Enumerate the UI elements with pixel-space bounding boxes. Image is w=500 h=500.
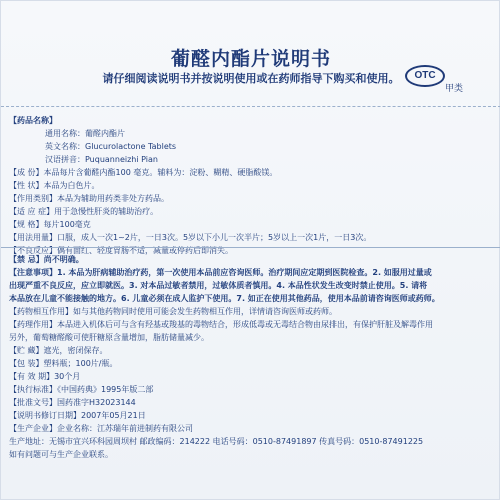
common-name: 通用名称：葡醛内酯片 bbox=[45, 129, 125, 138]
pharmacology-line-2: 另外，葡萄糖醛酸可使肝糖原含量增加，脂肪储量减少。 bbox=[9, 333, 209, 342]
appearance: 【性 状】本品为白色片。 bbox=[9, 181, 100, 190]
divider-middle bbox=[1, 247, 500, 248]
indications: 【适 应 症】用于急慢性肝炎的辅助治疗。 bbox=[9, 207, 159, 216]
top-section bbox=[9, 114, 493, 257]
document-title: 葡醛内酯片说明书 bbox=[170, 48, 331, 70]
precautions-line-2: 出现严重不良反应，应立即就医。3. 对本品过敏者禁用，过敏体质者慎用。4. 本品性状发生改变时禁止使用。5. 请将 bbox=[9, 281, 428, 290]
contraindications: 【禁 忌】尚不明确。 bbox=[9, 255, 84, 264]
precautions-line-3: 本品放在儿童不能接触的地方。6. 儿童必须在成人监护下使用。7. 如正在使用其他药品，使用本品前请咨询医师或药师。 bbox=[9, 294, 440, 303]
validity: 【有 效 期】30个月 bbox=[9, 372, 81, 381]
otc-class-label: 甲类 bbox=[445, 84, 464, 94]
manufacturer-address: 生产地址：无锡市宜兴环科园周坝村 邮政编码：214222 电话号码：0510-87491897 传真号码：0510-87491225 bbox=[9, 437, 424, 446]
document-subtitle: 请仔细阅读说明书并按说明使用或在药师指导下购买和使用。 bbox=[102, 72, 400, 85]
precautions-line-1: 【注意事项】1. 本品为肝病辅助治疗药，第一次使用本品前应咨询医师。治疗期间应定期到医院检查。2. 如服用过量或 bbox=[9, 268, 432, 277]
drug-interactions: 【药物相互作用】如与其他药物同时使用可能会发生药物相互作用，详情请咨询医师或药师。 bbox=[9, 307, 337, 316]
english-name: 英文名称：Glucurolactone Tablets bbox=[45, 142, 177, 151]
adverse-reactions: 【不良反应】偶有面红、轻度胃肠不适，减量或停药后即消失。 bbox=[9, 246, 233, 255]
manufacturer: 【生产企业】企业名称：江苏瑞年前进制药有限公司 bbox=[9, 424, 193, 433]
standard: 【执行标准】《中国药典》1995年版二部 bbox=[9, 385, 154, 394]
divider-top bbox=[1, 106, 500, 107]
packaging: 【包 装】塑料瓶；100片/瓶。 bbox=[9, 359, 118, 368]
otc-badge: OTC bbox=[405, 65, 445, 87]
specification: 【规 格】每片100毫克 bbox=[9, 220, 91, 229]
pinyin-name: 汉语拼音：Puquanneizhi Pian bbox=[45, 155, 158, 164]
pharmacology-line-1: 【药理作用】本品进入机体后可与含有羟基或羧基的毒物结合，形成低毒或无毒结合物由尿排出，有保护肝脏及解毒作用 bbox=[9, 320, 433, 329]
approval-number: 【批准文号】国药准字H32023144 bbox=[9, 398, 136, 407]
dosage: 【用法用量】口服，成人一次1~2片，一日3次。5岁以下小儿一次半片；5岁以上一次1片，一日3次。 bbox=[9, 233, 372, 242]
bottom-section bbox=[9, 253, 493, 461]
storage: 【贮 藏】遮光，密闭保存。 bbox=[9, 346, 108, 355]
category: 【作用类别】本品为辅助用药类非处方药品。 bbox=[9, 194, 169, 203]
drug-name-heading: 【药品名称】 bbox=[9, 116, 57, 125]
contact-note: 如有问题可与生产企业联系。 bbox=[9, 450, 113, 459]
revision-date: 【说明书修订日期】2007年05月21日 bbox=[9, 411, 146, 420]
ingredients: 【成 份】本品每片含葡醛内酯100 毫克。辅料为：淀粉、糊精、硬脂酸镁。 bbox=[9, 168, 278, 177]
